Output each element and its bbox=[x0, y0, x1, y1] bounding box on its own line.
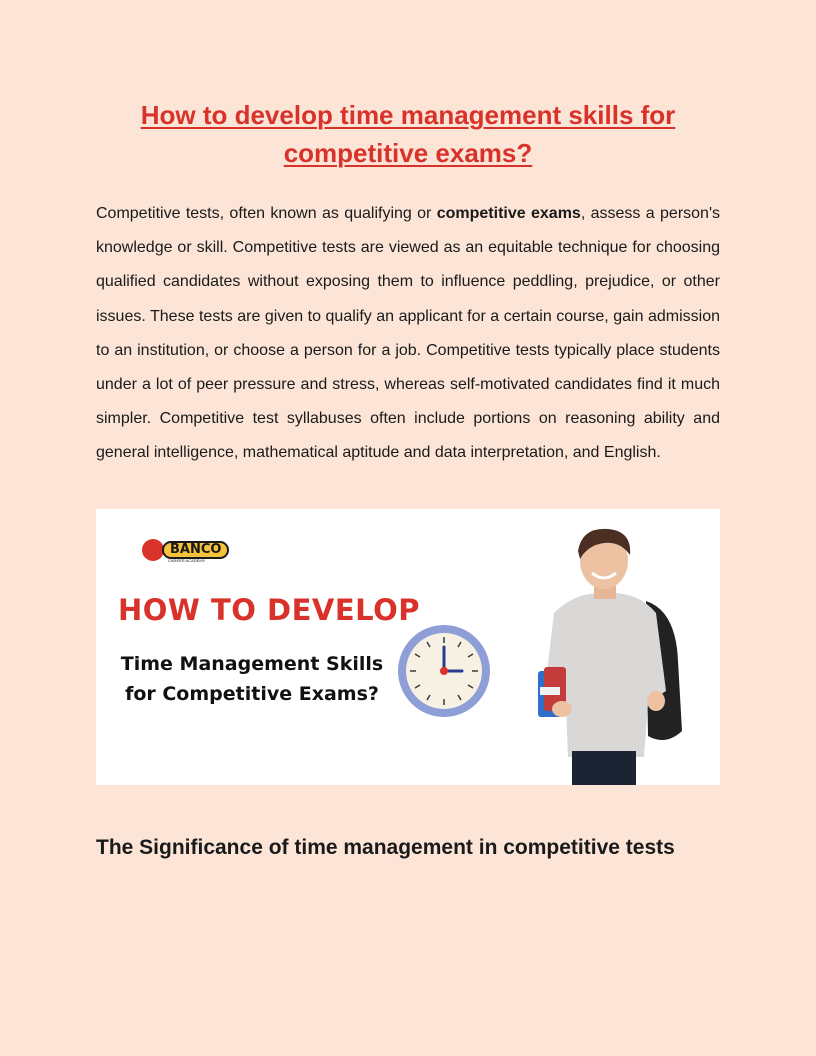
banner-sub-line-2: for Competitive Exams? bbox=[125, 683, 379, 705]
section-heading: The Significance of time management in competitive tests bbox=[96, 836, 675, 859]
title-line-2: competitive exams? bbox=[283, 138, 533, 168]
title-line-1: How to develop time management skills for bbox=[140, 100, 676, 130]
bold-keyword: competitive exams bbox=[436, 205, 581, 222]
banco-logo bbox=[142, 529, 232, 569]
intro-text-rest: , assess a person's knowledge or skill. Competitive tests are viewed as an equitable technique for choosing qualified candidates without exposing them to influence peddling, prejudice, or other issues. These tests are given to qualify an applicant for a certain course, gain admission to an institution, or choose a person for a job. Competitive tests typically place students under a lot of peer pressure and stress, whereas self-motivated candidates find it much simpler. Competitive test syllabuses often include portions on reasoning ability and general intelligence, mathematical aptitude and data interpretation, and English. bbox=[96, 205, 720, 462]
intro-paragraph bbox=[96, 197, 720, 471]
clock-icon bbox=[396, 623, 492, 719]
banner-sub-line-1: Time Management Skills bbox=[120, 653, 384, 675]
page-title bbox=[96, 96, 720, 172]
banner-heading: HOW TO DEVELOP bbox=[118, 593, 421, 627]
article-banner-image bbox=[96, 509, 720, 785]
banner-subheading bbox=[116, 649, 388, 709]
logo-subtext: CAREER ACADEMY bbox=[168, 558, 206, 563]
student-illustration bbox=[516, 521, 696, 785]
intro-text-start: Competitive tests, often known as qualifying or bbox=[96, 205, 437, 222]
logo-emblem-icon bbox=[142, 539, 164, 561]
logo-wordmark: BANCO bbox=[162, 541, 229, 559]
